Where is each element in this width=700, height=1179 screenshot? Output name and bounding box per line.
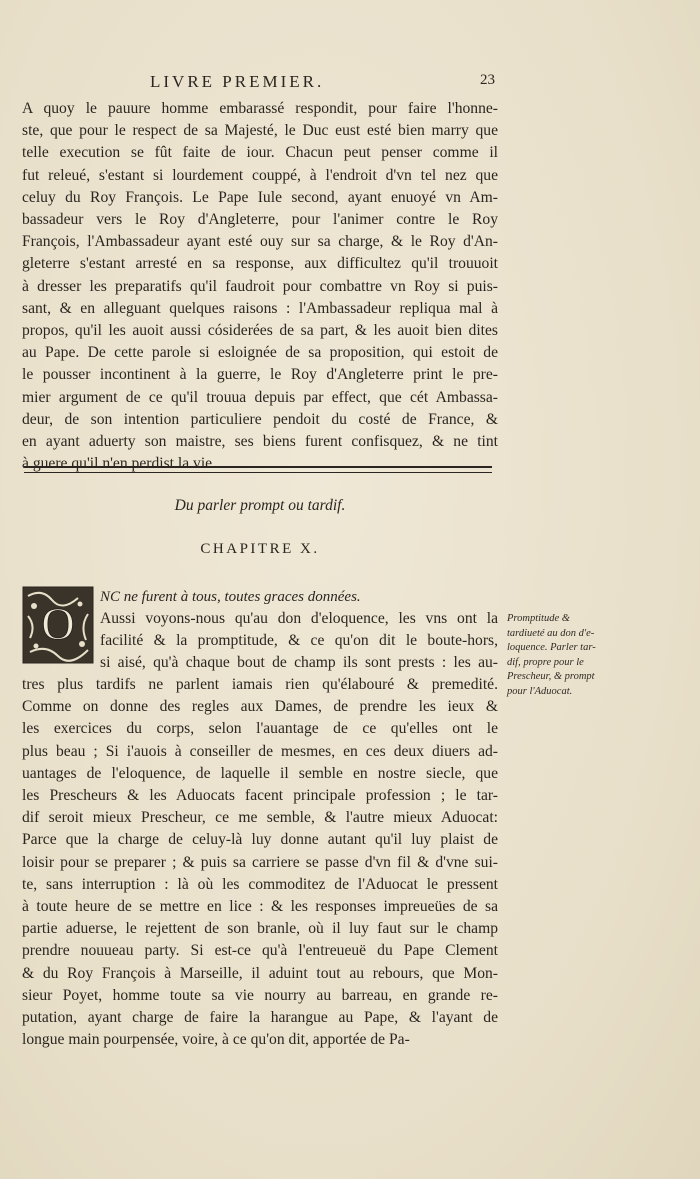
text-line: plus beau ; Si i'auois à conseiller de mesmes, en ces deux diuers ad- [22,742,498,760]
paragraph-2-indented [100,608,498,675]
text-line: François, l'Ambassadeur ayant esté ouy sur sa charge, & le Roy d'An- [22,233,498,251]
chapter-heading: CHAPITRE X. [200,541,320,557]
text-line: propos, qu'il les auoit aussi cósiderées de sa part, & les auoit bien dites [22,322,498,340]
text-line: facilité & la promptitude, & ce qu'on dit le boute-hors, [100,632,498,650]
text-line: dif seroit mieux Prescheur, ce me semble, & l'autre mieux Aduocat: [22,809,498,827]
page-number: 23 [480,72,495,88]
text-line: si aisé, qu'à chaque bout de champ ils sont prests : les au- [100,654,498,672]
text-line: sieur Poyet, homme toute sa vie nourry au barreau, en grande re- [22,986,498,1004]
text-line: uantages de l'eloquence, de laquelle il semble en nostre siecle, que [22,764,498,782]
text-line: les Prescheurs & les Aduocats facent principale profession ; le tar- [22,787,498,805]
text-line: le pousser incontinent à la guerre, le Roy d'Angleterre print le pre- [22,366,498,384]
text-line: partie aduerse, le rejettent de son branle, où il luy faut sur le champ [22,920,498,938]
text-line: à dresser les preparatifs qu'il faudroit pour combattre vn Roy si puis- [22,277,498,295]
text-line: te, sans interruption : là où les commoditez de l'Aduocat le pressent [22,875,498,893]
text-line: au Pape. De cette parole si esloignée de sa proposition, qui estoit de [22,344,498,362]
chapter-lead-text: NC ne furent à tous, toutes graces données. [100,589,361,605]
text-line: loisir pour se preparer ; & puis sa carriere se passe d'vn fil & d'vne sui- [22,853,498,871]
margin-note [507,612,637,699]
text-line: Comme on donne des regles aux Dames, de prendre les ieux & [22,698,498,716]
text-line: tres plus tardifs ne parlent iamais rien qu'élabouré & premedité. [22,676,498,693]
margin-note-line: dif, propre pour le [507,656,584,668]
text-line: Parce que la charge de celuy-là luy donne autant qu'il luy plaist de [22,831,498,849]
margin-note-line: pour l'Aduocat. [507,685,573,697]
paragraph-2 [22,674,498,1051]
text-line: les exercices du corps, selon l'auantage de ce qu'elles ont le [22,720,498,738]
section-divider [24,466,492,473]
running-title: LIVRE PREMIER. [150,72,325,91]
margin-note-line: Promptitude & [507,613,570,624]
text-line: sant, & en alleguant quelques raisons : l'Ambassadeur repliqua mal à [22,299,498,317]
decorated-initial [22,586,94,664]
text-line: telle execution se fût faite de iour. Chacun peut penser comme il [22,144,498,162]
text-line: bassadeur vers le Roy d'Angleterre, pour l'animer contre le Roy [22,211,498,229]
text-line: A quoy le pauure homme embarassé respondit, pour faire l'honne- [22,100,498,117]
section-title: Du parler prompt ou tardif. [174,497,346,514]
text-line: & du Roy François à Marseille, il aduint tout au rebours, que Mon- [22,964,498,982]
text-line: gleterre s'estant arresté en sa response, aux difficultez qu'il trouuoit [22,255,498,273]
text-line: longue main pourpensée, voire, à ce qu'on dit, apportée de Pa- [22,1031,410,1049]
paragraph-1 [22,98,498,475]
margin-note-line: tardiueté au don d'e- [507,627,595,639]
text-line: ste, que pour le respect de sa Majesté, le Duc eust esté bien marry que [22,122,498,140]
text-line: prendre nouueau party. Si est-ce qu'à l'entreueuë du Pape Clement [22,942,498,960]
text-line: celuy du Roy François. Le Pape Iule second, ayant enuoyé vn Am- [22,188,498,206]
text-line: à toute heure de se mettre en lice : & les responses impreueües de sa [22,898,498,916]
text-line: deur, de son intention particuliere pendoit du costé de France, & [22,410,498,428]
text-line: putation, ayant charge de faire la harangue au Pape, & l'ayant de [22,1009,498,1027]
text-line: mier argument de ce qu'il trouua depuis par effect, que cét Ambassa- [22,388,498,406]
text-line: fut releué, s'estant si lourdement couppé, à l'endroit d'vn tel nez que [22,166,498,184]
text-line: Aussi voyons-nous qu'au don d'eloquence, les vns ont la [100,610,498,627]
margin-note-line: Prescheur, & prompt [507,671,595,682]
text-line: à guere qu'il n'en perdist la vie. [22,455,216,473]
margin-note-line: loquence. Parler tar- [507,642,596,653]
initial-letter: O [41,598,75,649]
text-line: en ayant aduerty son maistre, ses biens furent confisquez, & ne tint [22,433,498,451]
